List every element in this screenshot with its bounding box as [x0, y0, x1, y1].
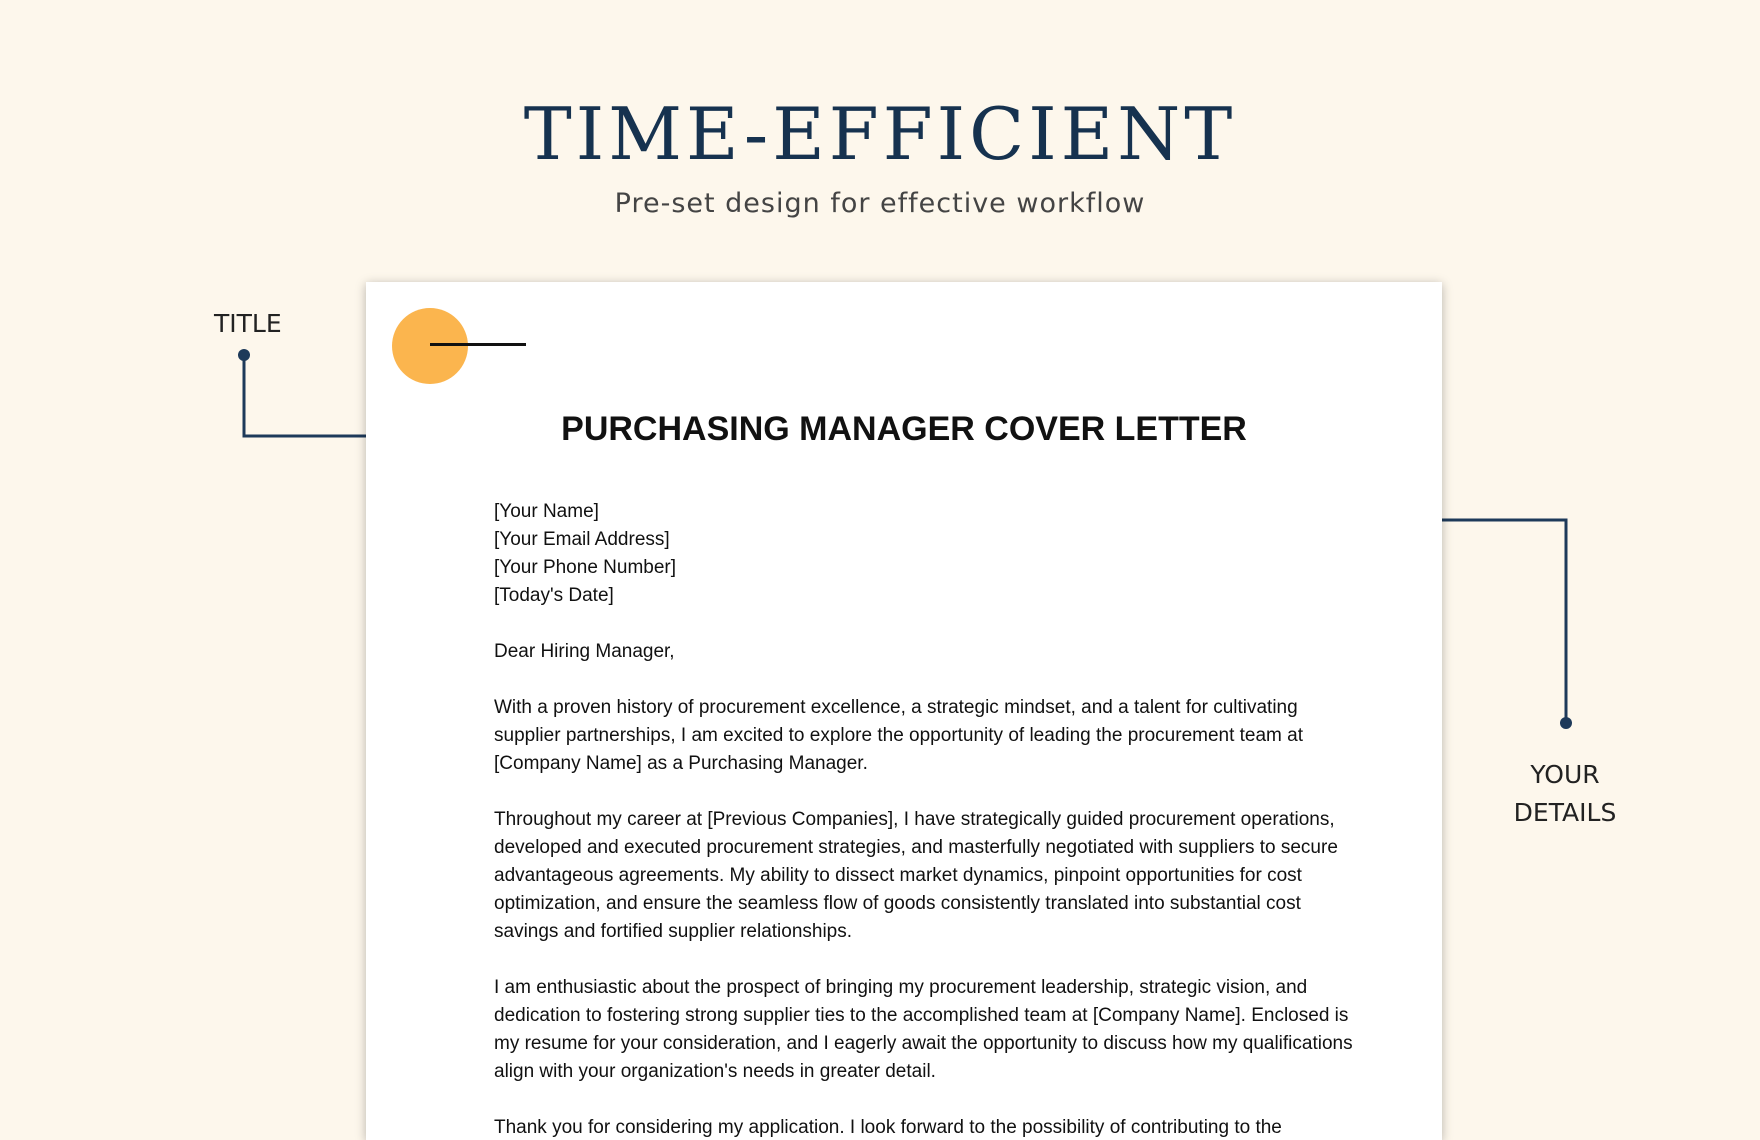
- letter-paragraph-1: With a proven history of procurement excellence, a strategic mindset, and a talent for cultivating supplier partnerships, I am excited to explore the opportunity of leading the procurement team at [Company Name] as a Purchasing Manager.: [494, 697, 1304, 774]
- headline: TIME-EFFICIENT: [523, 92, 1237, 176]
- accent-circle: [392, 308, 468, 384]
- sender-email: [Your Email Address]: [494, 529, 670, 550]
- sender-block: [494, 498, 1354, 610]
- letter-paragraph-2: Throughout my career at [Previous Companies], I have strategically guided procurement operations, developed and executed procurement strategies, and masterfully negotiated with suppliers to secure advantageous agreements. My ability to dissect market dynamics, pinpoint opportunities for cost optimization, and ensure the seamless flow of goods consistently translated into substantial cost savings and fortified supplier relationships.: [494, 809, 1338, 942]
- letter-paragraph-4: Thank you for considering my application. I look forward to the possibility of contributing to the: [494, 1117, 1282, 1138]
- details-connector-dot: [1560, 717, 1572, 729]
- document-title: PURCHASING MANAGER COVER LETTER: [561, 410, 1247, 448]
- details-callout-label: [1500, 756, 1630, 832]
- accent-line: [430, 343, 526, 346]
- sender-phone: [Your Phone Number]: [494, 557, 677, 578]
- subheadline: Pre-set design for effective workflow: [614, 188, 1146, 219]
- sender-date: [Today's Date]: [494, 585, 614, 606]
- details-callout-line-1: YOUR: [1530, 760, 1600, 789]
- letter-body: [494, 498, 1354, 1140]
- document-page: [366, 282, 1442, 1140]
- details-callout-line-2: DETAILS: [1513, 798, 1617, 827]
- letter-paragraph-3: I am enthusiastic about the prospect of bringing my procurement leadership, strategic vision, and dedication to fostering strong supplier ties to the accomplished team at [Company Name]. Enclosed is my resume for your consideration, and I eagerly await the opportunity to discuss how my qualifications align with your organization's needs in greater detail.: [494, 977, 1353, 1082]
- salutation: Dear Hiring Manager,: [494, 641, 675, 662]
- title-callout-label: TITLE: [214, 309, 282, 338]
- title-connector-dot: [238, 349, 250, 361]
- sender-name: [Your Name]: [494, 501, 599, 522]
